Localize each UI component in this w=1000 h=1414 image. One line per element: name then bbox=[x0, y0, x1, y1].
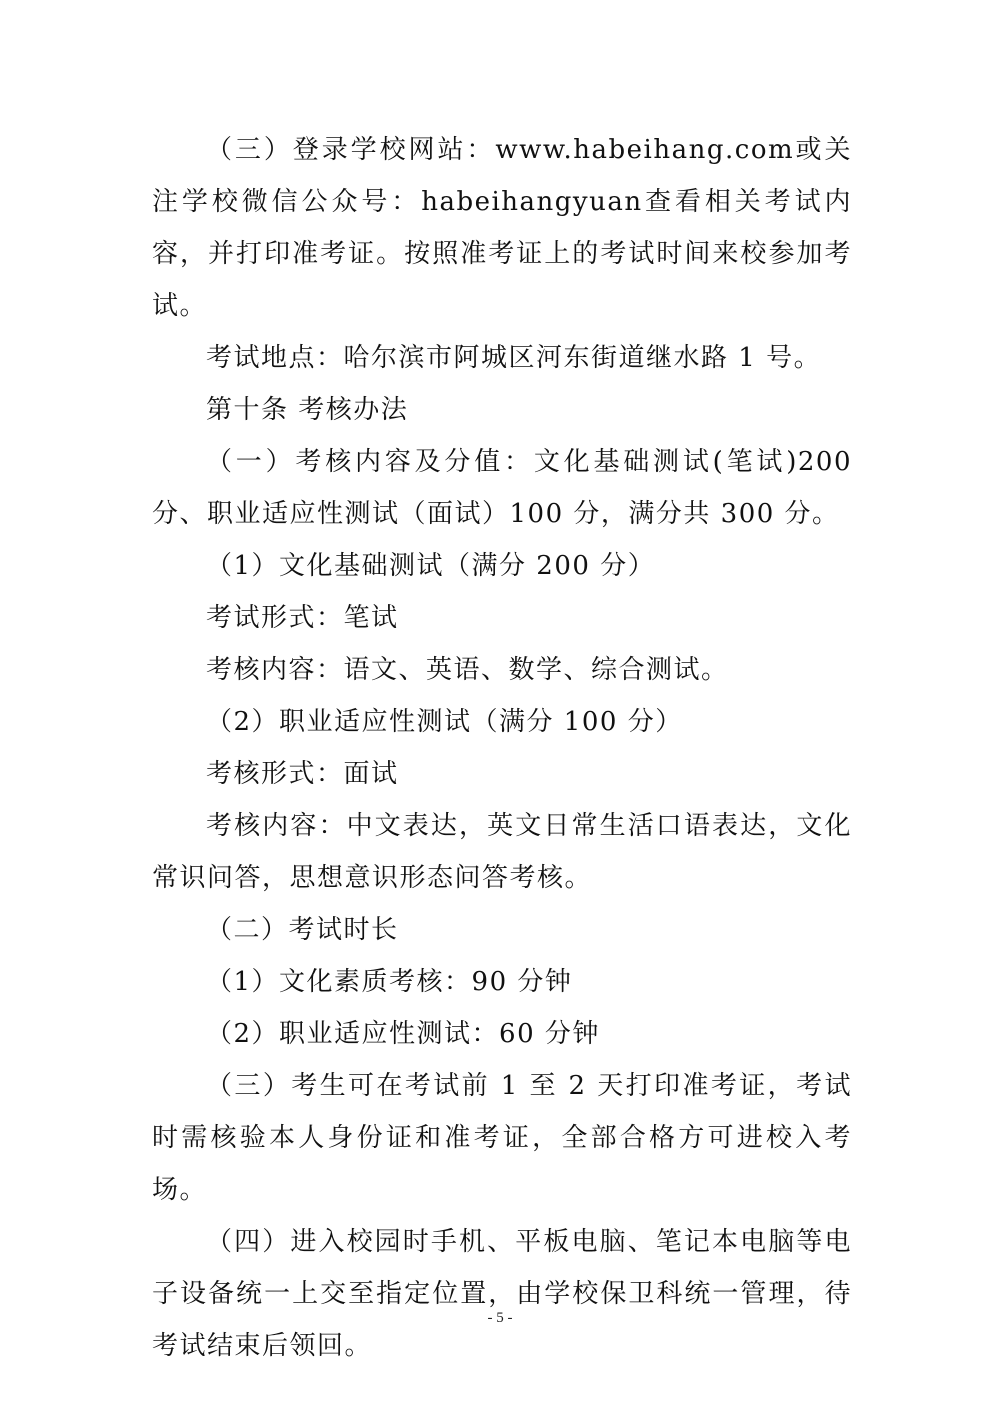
section-heading-article-10: 第十条 考核办法 bbox=[206, 395, 409, 425]
paragraph-aptitude-test-format: 考核形式：面试 bbox=[206, 759, 399, 789]
paragraph-culture-test-content: 考核内容：语文、英语、数学、综合测试。 bbox=[206, 655, 729, 685]
paragraph-culture-test: （1）文化基础测试（满分 200 分） bbox=[206, 551, 656, 581]
document-body bbox=[152, 124, 852, 1372]
paragraph-culture-test-format: 考试形式：笔试 bbox=[206, 603, 399, 633]
paragraph-content-and-scores: （一）考核内容及分值：文化基础测试(笔试)200 分、职业适应性测试（面试）100 分，满分共 300 分。 bbox=[152, 447, 852, 529]
page-number: - 5 - bbox=[487, 1310, 513, 1326]
paragraph-aptitude-test-content: 考核内容：中文表达，英文日常生活口语表达，文化常识问答，思想意识形态问答考核。 bbox=[152, 811, 852, 893]
paragraph-login-website: （三）登录学校网站：www.habeihang.com或关注学校微信公众号：habeihangyuan查看相关考试内容，并打印准考证。按照准考证上的考试时间来校参加考试。 bbox=[152, 135, 852, 321]
paragraph-duration-culture: （1）文化素质考核：90 分钟 bbox=[206, 967, 573, 997]
paragraph-exam-location: 考试地点：哈尔滨市阿城区河东街道继水路 1 号。 bbox=[206, 343, 822, 373]
paragraph-duration-aptitude: （2）职业适应性测试：60 分钟 bbox=[206, 1019, 600, 1049]
paragraph-exam-duration: （二）考试时长 bbox=[206, 915, 399, 945]
paragraph-aptitude-test: （2）职业适应性测试（满分 100 分） bbox=[206, 707, 683, 737]
paragraph-electronic-devices: （四）进入校园时手机、平板电脑、笔记本电脑等电子设备统一上交至指定位置，由学校保卫科统一管理，待考试结束后领回。 bbox=[152, 1227, 852, 1361]
paragraph-admission-ticket: （三）考生可在考试前 1 至 2 天打印准考证，考试时需核验本人身份证和准考证，全部合格方可进校入考场。 bbox=[152, 1071, 852, 1205]
